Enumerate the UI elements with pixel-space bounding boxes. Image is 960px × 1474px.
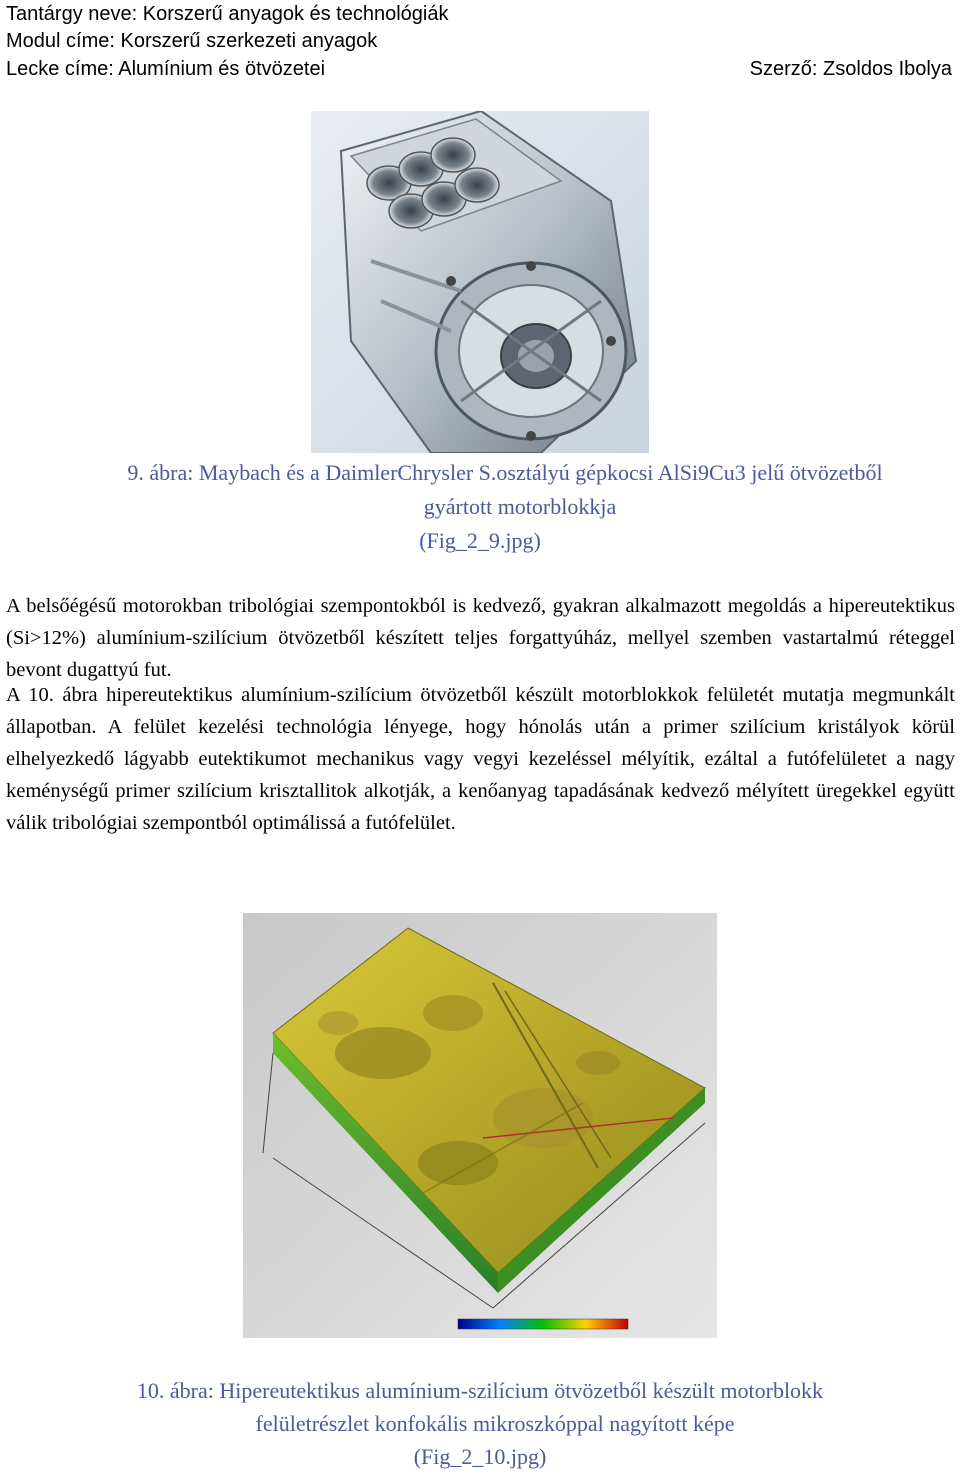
figure10-caption-line3: (Fig_2_10.jpg) xyxy=(413,1444,547,1469)
subject-title: Tantárgy neve: Korszerű anyagok és technológiák xyxy=(6,3,449,25)
engine-block-image xyxy=(311,111,649,453)
figure10-caption-line2: felületrészlet konfokális mikroszkóppal nagyított képe xyxy=(255,1411,735,1436)
figure10-caption-line1: 10. ábra: Hipereutektikus alumínium-szilícium ötvözetből készült motorblokk xyxy=(136,1378,824,1403)
author-name: Szerző: Zsoldos Ibolya xyxy=(749,58,952,80)
figure9-caption-line2: gyártott motorblokkja xyxy=(423,494,617,519)
paragraph-2: A 10. ábra hipereutektikus alumínium-szilícium ötvözetből készült motorblokkok felületét mutatja megmunkált állapotban. A felület kezelési technológia lényege, hogy hónolás után a primer szilícium kristályok körül elhelyezkedő lágyabb eutektikumot mechanikus vagy vegyi kezeléssel mélyítik, ezáltal a futófelületet a nagy keménységű primer szilícium krisztallitok alkotják, a kenőanyag tapadásának kedvező mélyített üregekkel együtt válik tribológiai szempontból optimálissá a futófelület. xyxy=(6,684,955,834)
module-title: Modul címe: Korszerű szerkezeti anyagok xyxy=(6,30,378,52)
paragraph-1: A belsőégésű motorokban tribológiai szempontokból is kedvező, gyakran alkalmazott megoldás a hipereutektikus (Si>12%) alumínium-szilícium ötvözetből készített teljes forgattyúház, mellyel szemben vastartalmú réteggel bevont dugattyú fut. xyxy=(6,595,955,681)
figure9-caption-line3: (Fig_2_9.jpg) xyxy=(419,528,541,553)
lesson-title: Lecke címe: Alumínium és ötvözetei xyxy=(6,58,326,80)
figure9-caption-line1: 9. ábra: Maybach és a DaimlerChrysler S.osztályú gépkocsi AlSi9Cu3 jelű ötvözetből xyxy=(127,460,883,485)
confocal-surface-image xyxy=(243,913,717,1338)
engine-block-illustration xyxy=(311,111,649,453)
confocal-surface-illustration xyxy=(243,913,717,1338)
